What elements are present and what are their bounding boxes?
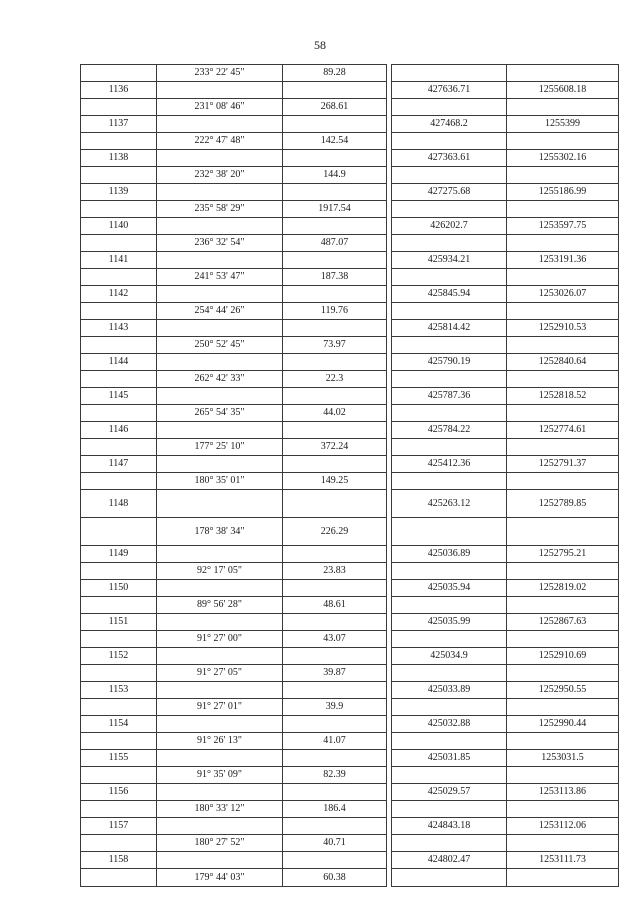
distance-cell: 89.28 — [283, 65, 387, 82]
direction-angle-cell: 233° 22' 45" — [157, 65, 283, 82]
x-coordinate-cell: 425784.22 — [392, 422, 507, 439]
segment-row — [81, 473, 619, 490]
segment-row — [81, 563, 619, 580]
direction-angle-cell: 241° 53' 47" — [157, 269, 283, 286]
segment-row — [81, 439, 619, 456]
direction-angle-cell: 91° 27' 01" — [157, 699, 283, 716]
direction-angle-cell: 265° 54' 35" — [157, 405, 283, 422]
point-row — [81, 252, 619, 269]
distance-cell — [283, 852, 387, 869]
y-coordinate-cell — [507, 303, 619, 320]
direction-angle-cell — [157, 456, 283, 473]
y-coordinate-cell — [507, 767, 619, 784]
direction-angle-cell: 91° 26' 13" — [157, 733, 283, 750]
distance-cell: 226.29 — [283, 518, 387, 546]
y-coordinate-cell — [507, 699, 619, 716]
point-row — [81, 82, 619, 99]
y-coordinate-cell — [507, 405, 619, 422]
distance-cell: 487.07 — [283, 235, 387, 252]
segment-row — [81, 371, 619, 388]
segment-row — [81, 99, 619, 116]
point-number-cell: 1154 — [81, 716, 157, 733]
y-coordinate-cell — [507, 65, 619, 82]
y-coordinate-cell: 1255608.18 — [507, 82, 619, 99]
direction-angle-cell: 262° 42' 33" — [157, 371, 283, 388]
x-coordinate-cell: 427275.68 — [392, 184, 507, 201]
direction-angle-cell: 92° 17' 05" — [157, 563, 283, 580]
y-coordinate-cell: 1253026.07 — [507, 286, 619, 303]
segment-row — [81, 235, 619, 252]
y-coordinate-cell: 1253597.75 — [507, 218, 619, 235]
y-coordinate-cell: 1252819.02 — [507, 580, 619, 597]
distance-cell: 43.07 — [283, 631, 387, 648]
direction-angle-cell — [157, 82, 283, 99]
point-row — [81, 116, 619, 133]
x-coordinate-cell — [392, 65, 507, 82]
y-coordinate-cell — [507, 801, 619, 818]
x-coordinate-cell — [392, 235, 507, 252]
point-cell — [81, 99, 157, 116]
direction-angle-cell: 178° 38' 34" — [157, 518, 283, 546]
point-row — [81, 614, 619, 631]
x-coordinate-cell — [392, 699, 507, 716]
point-cell — [81, 201, 157, 218]
segment-row — [81, 597, 619, 614]
x-coordinate-cell — [392, 518, 507, 546]
x-coordinate-cell: 425790.19 — [392, 354, 507, 371]
direction-angle-cell — [157, 422, 283, 439]
point-row — [81, 716, 619, 733]
point-row — [81, 648, 619, 665]
distance-cell — [283, 716, 387, 733]
x-coordinate-cell — [392, 473, 507, 490]
direction-angle-cell — [157, 252, 283, 269]
direction-angle-cell: 222° 47' 48" — [157, 133, 283, 150]
direction-angle-cell: 91° 27' 05" — [157, 665, 283, 682]
point-cell — [81, 133, 157, 150]
point-cell — [81, 563, 157, 580]
point-row — [81, 546, 619, 563]
x-coordinate-cell: 425036.89 — [392, 546, 507, 563]
x-coordinate-cell: 425033.89 — [392, 682, 507, 699]
point-row — [81, 218, 619, 235]
distance-cell: 73.97 — [283, 337, 387, 354]
segment-row — [81, 835, 619, 852]
distance-cell: 119.76 — [283, 303, 387, 320]
y-coordinate-cell: 1252840.64 — [507, 354, 619, 371]
y-coordinate-cell — [507, 631, 619, 648]
point-row — [81, 490, 619, 518]
direction-angle-cell: 180° 35' 01" — [157, 473, 283, 490]
segment-row — [81, 133, 619, 150]
point-number-cell: 1137 — [81, 116, 157, 133]
direction-angle-cell — [157, 716, 283, 733]
distance-cell — [283, 218, 387, 235]
direction-angle-cell: 231° 08' 46" — [157, 99, 283, 116]
distance-cell: 44.02 — [283, 405, 387, 422]
x-coordinate-cell: 425035.94 — [392, 580, 507, 597]
distance-cell: 39.9 — [283, 699, 387, 716]
segment-row — [81, 405, 619, 422]
x-coordinate-cell: 427468.2 — [392, 116, 507, 133]
distance-cell — [283, 320, 387, 337]
point-cell — [81, 631, 157, 648]
y-coordinate-cell: 1252791.37 — [507, 456, 619, 473]
point-cell — [81, 801, 157, 818]
distance-cell — [283, 150, 387, 167]
x-coordinate-cell: 425035.99 — [392, 614, 507, 631]
distance-cell: 22.3 — [283, 371, 387, 388]
point-row — [81, 852, 619, 869]
point-cell — [81, 371, 157, 388]
page-number: 58 — [314, 38, 326, 52]
y-coordinate-cell — [507, 269, 619, 286]
direction-angle-cell — [157, 320, 283, 337]
point-cell — [81, 405, 157, 422]
x-coordinate-cell: 425934.21 — [392, 252, 507, 269]
segment-row — [81, 869, 619, 887]
y-coordinate-cell: 1252950.55 — [507, 682, 619, 699]
x-coordinate-cell — [392, 563, 507, 580]
point-number-cell: 1145 — [81, 388, 157, 405]
x-coordinate-cell — [392, 99, 507, 116]
distance-cell: 149.25 — [283, 473, 387, 490]
y-coordinate-cell: 1252867.63 — [507, 614, 619, 631]
point-row — [81, 354, 619, 371]
x-coordinate-cell: 425814.42 — [392, 320, 507, 337]
point-cell — [81, 303, 157, 320]
x-coordinate-cell — [392, 439, 507, 456]
segment-row — [81, 167, 619, 184]
direction-angle-cell — [157, 682, 283, 699]
direction-angle-cell — [157, 218, 283, 235]
direction-angle-cell — [157, 784, 283, 801]
x-coordinate-cell: 424843.18 — [392, 818, 507, 835]
distance-cell — [283, 614, 387, 631]
distance-cell — [283, 354, 387, 371]
point-cell — [81, 439, 157, 456]
direction-angle-cell: 180° 33' 12" — [157, 801, 283, 818]
direction-angle-cell — [157, 750, 283, 767]
y-coordinate-cell — [507, 563, 619, 580]
direction-angle-cell: 180° 27' 52" — [157, 835, 283, 852]
distance-cell: 372.24 — [283, 439, 387, 456]
direction-angle-cell: 235° 58' 29" — [157, 201, 283, 218]
point-number-cell: 1153 — [81, 682, 157, 699]
point-number-cell: 1143 — [81, 320, 157, 337]
distance-cell: 39.87 — [283, 665, 387, 682]
x-coordinate-cell — [392, 835, 507, 852]
x-coordinate-cell — [392, 631, 507, 648]
direction-angle-cell: 254° 44' 26" — [157, 303, 283, 320]
point-number-cell: 1138 — [81, 150, 157, 167]
segment-row — [81, 699, 619, 716]
segment-row — [81, 303, 619, 320]
point-row — [81, 750, 619, 767]
x-coordinate-cell: 425032.88 — [392, 716, 507, 733]
direction-angle-cell — [157, 388, 283, 405]
y-coordinate-cell: 1255302.16 — [507, 150, 619, 167]
point-row — [81, 150, 619, 167]
y-coordinate-cell: 1253191.36 — [507, 252, 619, 269]
x-coordinate-cell — [392, 869, 507, 887]
point-cell — [81, 699, 157, 716]
direction-angle-cell — [157, 648, 283, 665]
x-coordinate-cell — [392, 133, 507, 150]
y-coordinate-cell — [507, 371, 619, 388]
x-coordinate-cell — [392, 201, 507, 218]
y-coordinate-cell — [507, 167, 619, 184]
segment-row — [81, 65, 619, 82]
distance-cell: 82.39 — [283, 767, 387, 784]
y-coordinate-cell — [507, 597, 619, 614]
segment-row — [81, 269, 619, 286]
distance-cell: 60.38 — [283, 869, 387, 887]
point-number-cell: 1146 — [81, 422, 157, 439]
point-number-cell: 1157 — [81, 818, 157, 835]
distance-cell — [283, 252, 387, 269]
point-row — [81, 456, 619, 473]
y-coordinate-cell — [507, 439, 619, 456]
point-row — [81, 422, 619, 439]
distance-cell: 48.61 — [283, 597, 387, 614]
y-coordinate-cell: 1252795.21 — [507, 546, 619, 563]
point-cell — [81, 869, 157, 887]
point-cell — [81, 337, 157, 354]
y-coordinate-cell — [507, 869, 619, 887]
point-number-cell: 1155 — [81, 750, 157, 767]
point-cell — [81, 835, 157, 852]
distance-cell: 41.07 — [283, 733, 387, 750]
point-cell — [81, 167, 157, 184]
x-coordinate-cell: 424802.47 — [392, 852, 507, 869]
direction-angle-cell — [157, 580, 283, 597]
point-number-cell: 1144 — [81, 354, 157, 371]
point-row — [81, 784, 619, 801]
y-coordinate-cell: 1252818.52 — [507, 388, 619, 405]
direction-angle-cell — [157, 184, 283, 201]
y-coordinate-cell: 1252910.53 — [507, 320, 619, 337]
direction-angle-cell: 179° 44' 03" — [157, 869, 283, 887]
direction-angle-cell — [157, 490, 283, 518]
x-coordinate-cell: 427636.71 — [392, 82, 507, 99]
direction-angle-cell: 89° 56' 28" — [157, 597, 283, 614]
y-coordinate-cell: 1255186.99 — [507, 184, 619, 201]
distance-cell — [283, 682, 387, 699]
y-coordinate-cell: 1253111.73 — [507, 852, 619, 869]
y-coordinate-cell — [507, 99, 619, 116]
point-row — [81, 682, 619, 699]
point-row — [81, 320, 619, 337]
y-coordinate-cell: 1253031.5 — [507, 750, 619, 767]
distance-cell — [283, 490, 387, 518]
distance-cell — [283, 456, 387, 473]
y-coordinate-cell: 1252789.85 — [507, 490, 619, 518]
direction-angle-cell — [157, 354, 283, 371]
x-coordinate-cell — [392, 767, 507, 784]
x-coordinate-cell: 426202.7 — [392, 218, 507, 235]
distance-cell — [283, 286, 387, 303]
direction-angle-cell — [157, 150, 283, 167]
x-coordinate-cell — [392, 597, 507, 614]
distance-cell: 142.54 — [283, 133, 387, 150]
point-row — [81, 184, 619, 201]
distance-cell: 144.9 — [283, 167, 387, 184]
distance-cell: 40.71 — [283, 835, 387, 852]
x-coordinate-cell: 425787.36 — [392, 388, 507, 405]
point-cell — [81, 235, 157, 252]
distance-cell — [283, 818, 387, 835]
distance-cell: 268.61 — [283, 99, 387, 116]
y-coordinate-cell: 1253113.86 — [507, 784, 619, 801]
point-number-cell: 1142 — [81, 286, 157, 303]
direction-angle-cell: 232° 38' 20" — [157, 167, 283, 184]
coordinates-table — [80, 64, 619, 887]
x-coordinate-cell — [392, 337, 507, 354]
y-coordinate-cell — [507, 235, 619, 252]
x-coordinate-cell: 425029.57 — [392, 784, 507, 801]
distance-cell — [283, 546, 387, 563]
distance-cell — [283, 82, 387, 99]
distance-cell — [283, 750, 387, 767]
y-coordinate-cell — [507, 133, 619, 150]
segment-row — [81, 733, 619, 750]
direction-angle-cell — [157, 286, 283, 303]
point-number-cell: 1150 — [81, 580, 157, 597]
x-coordinate-cell: 425034.9 — [392, 648, 507, 665]
x-coordinate-cell — [392, 733, 507, 750]
x-coordinate-cell — [392, 665, 507, 682]
distance-cell: 187.38 — [283, 269, 387, 286]
distance-cell — [283, 422, 387, 439]
y-coordinate-cell — [507, 835, 619, 852]
point-row — [81, 818, 619, 835]
direction-angle-cell — [157, 614, 283, 631]
point-cell — [81, 269, 157, 286]
distance-cell — [283, 784, 387, 801]
x-coordinate-cell — [392, 167, 507, 184]
segment-row — [81, 631, 619, 648]
segment-row — [81, 518, 619, 546]
direction-angle-cell: 250° 52' 45" — [157, 337, 283, 354]
point-number-cell: 1147 — [81, 456, 157, 473]
point-number-cell: 1148 — [81, 490, 157, 518]
direction-angle-cell — [157, 546, 283, 563]
point-row — [81, 286, 619, 303]
distance-cell — [283, 184, 387, 201]
point-cell — [81, 767, 157, 784]
point-cell — [81, 518, 157, 546]
point-number-cell: 1149 — [81, 546, 157, 563]
point-number-cell: 1141 — [81, 252, 157, 269]
segment-row — [81, 801, 619, 818]
distance-cell: 1917.54 — [283, 201, 387, 218]
y-coordinate-cell — [507, 201, 619, 218]
direction-angle-cell: 177° 25' 10" — [157, 439, 283, 456]
y-coordinate-cell: 1252774.61 — [507, 422, 619, 439]
x-coordinate-cell — [392, 269, 507, 286]
direction-angle-cell: 91° 35' 09" — [157, 767, 283, 784]
point-cell — [81, 665, 157, 682]
point-cell — [81, 65, 157, 82]
y-coordinate-cell — [507, 337, 619, 354]
x-coordinate-cell — [392, 405, 507, 422]
y-coordinate-cell — [507, 473, 619, 490]
point-row — [81, 388, 619, 405]
segment-row — [81, 767, 619, 784]
point-number-cell: 1158 — [81, 852, 157, 869]
x-coordinate-cell — [392, 303, 507, 320]
x-coordinate-cell: 425031.85 — [392, 750, 507, 767]
y-coordinate-cell: 1255399 — [507, 116, 619, 133]
point-row — [81, 580, 619, 597]
segment-row — [81, 665, 619, 682]
point-cell — [81, 473, 157, 490]
point-number-cell: 1152 — [81, 648, 157, 665]
y-coordinate-cell — [507, 665, 619, 682]
y-coordinate-cell — [507, 733, 619, 750]
segment-row — [81, 337, 619, 354]
direction-angle-cell — [157, 818, 283, 835]
y-coordinate-cell: 1252990.44 — [507, 716, 619, 733]
point-number-cell: 1156 — [81, 784, 157, 801]
direction-angle-cell: 236° 32' 54" — [157, 235, 283, 252]
x-coordinate-cell: 425263.12 — [392, 490, 507, 518]
point-number-cell: 1140 — [81, 218, 157, 235]
distance-cell: 23.83 — [283, 563, 387, 580]
distance-cell — [283, 388, 387, 405]
direction-angle-cell — [157, 852, 283, 869]
distance-cell — [283, 648, 387, 665]
distance-cell — [283, 580, 387, 597]
y-coordinate-cell — [507, 518, 619, 546]
segment-row — [81, 201, 619, 218]
direction-angle-cell: 91° 27' 00" — [157, 631, 283, 648]
x-coordinate-cell — [392, 371, 507, 388]
direction-angle-cell — [157, 116, 283, 133]
distance-cell: 186.4 — [283, 801, 387, 818]
x-coordinate-cell: 425412.36 — [392, 456, 507, 473]
distance-cell — [283, 116, 387, 133]
y-coordinate-cell: 1252910.69 — [507, 648, 619, 665]
point-number-cell: 1151 — [81, 614, 157, 631]
y-coordinate-cell: 1253112.06 — [507, 818, 619, 835]
point-cell — [81, 597, 157, 614]
point-number-cell: 1136 — [81, 82, 157, 99]
point-cell — [81, 733, 157, 750]
point-number-cell: 1139 — [81, 184, 157, 201]
x-coordinate-cell: 427363.61 — [392, 150, 507, 167]
x-coordinate-cell — [392, 801, 507, 818]
x-coordinate-cell: 425845.94 — [392, 286, 507, 303]
